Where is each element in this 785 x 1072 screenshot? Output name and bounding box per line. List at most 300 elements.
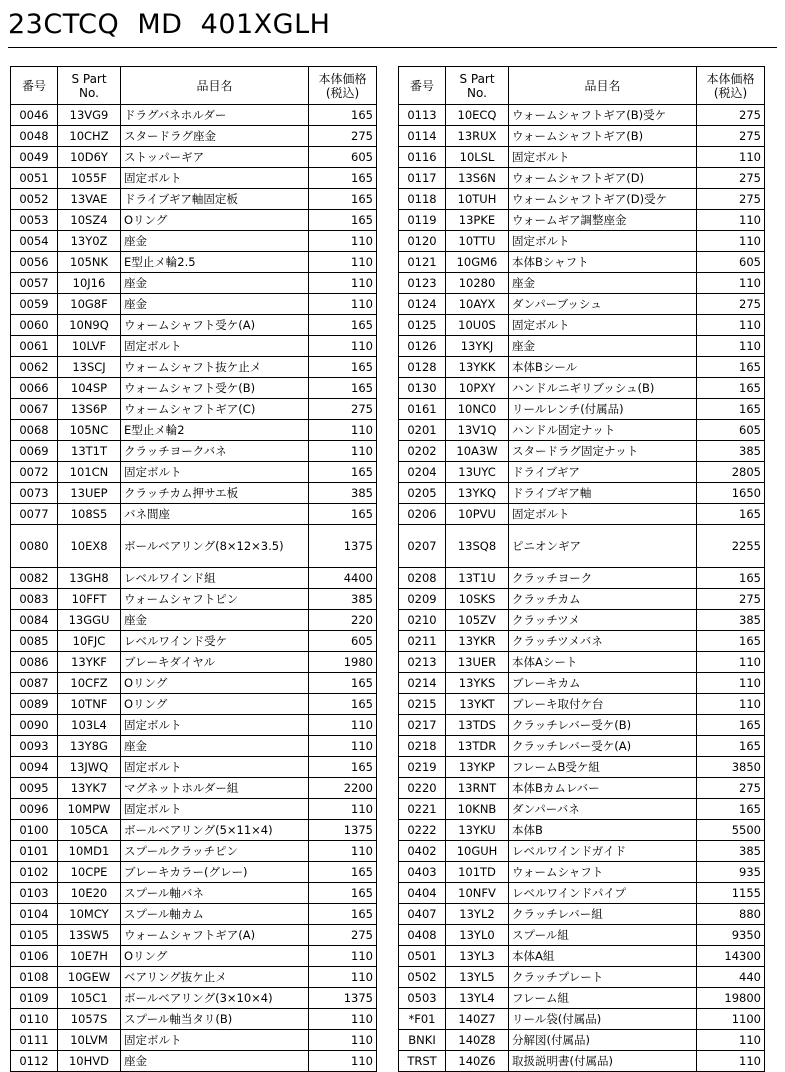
cell-part-no: 13VAE [58,189,121,210]
cell-item-name: ドライブギア [509,462,697,483]
cell-part-no: 13UYC [446,462,509,483]
cell-part-no: 13YL3 [446,946,509,967]
table-row [399,841,765,862]
cell-item-name: ウォームシャフトピン [121,589,309,610]
cell-number: 0124 [399,294,446,315]
cell-price: 275 [697,778,765,799]
cell-number: 0206 [399,504,446,525]
table-row [11,673,377,694]
cell-number: 0083 [11,589,58,610]
table-row [11,105,377,126]
table-row [11,462,377,483]
cell-price: 275 [697,168,765,189]
table-row [399,799,765,820]
table-row [11,778,377,799]
table-row [399,925,765,946]
cell-price: 110 [309,420,377,441]
cell-item-name: 座金 [509,273,697,294]
cell-number: 0407 [399,904,446,925]
cell-part-no: 108S5 [58,504,121,525]
cell-price: 110 [697,652,765,673]
cell-part-no: 140Z8 [446,1030,509,1051]
cell-number: 0085 [11,631,58,652]
cell-number: 0221 [399,799,446,820]
cell-part-no: 13GH8 [58,568,121,589]
table-row [11,378,377,399]
cell-part-no: 105NK [58,252,121,273]
cell-part-no: 10G8F [58,294,121,315]
cell-price: 165 [309,378,377,399]
cell-number: 0128 [399,357,446,378]
table-row [399,378,765,399]
cell-item-name: 固定ボルト [121,799,309,820]
cell-price: 110 [697,673,765,694]
table-row [399,210,765,231]
table-row [11,862,377,883]
cell-price: 110 [309,294,377,315]
cell-item-name: 固定ボルト [121,757,309,778]
cell-price: 110 [309,736,377,757]
cell-part-no: 10TUH [446,189,509,210]
table-row [11,631,377,652]
cell-number: 0049 [11,147,58,168]
cell-price: 165 [309,673,377,694]
header-number: 番号 [11,67,58,105]
cell-price: 605 [309,631,377,652]
cell-part-no: 13S6N [446,168,509,189]
cell-item-name: 座金 [121,294,309,315]
table-row [11,273,377,294]
cell-price: 880 [697,904,765,925]
table-row [399,126,765,147]
cell-part-no: 140Z7 [446,1009,509,1030]
cell-part-no: 101TD [446,862,509,883]
cell-price: 110 [697,273,765,294]
cell-price: 385 [697,841,765,862]
table-row [399,525,765,568]
table-row [399,610,765,631]
cell-item-name: 固定ボルト [121,462,309,483]
cell-item-name: クラッチプレート [509,967,697,988]
cell-part-no: 13Y8G [58,736,121,757]
cell-part-no: 1055F [58,168,121,189]
table-row [11,841,377,862]
cell-part-no: 13YKS [446,673,509,694]
cell-part-no: 10ECQ [446,105,509,126]
cell-price: 1375 [309,988,377,1009]
cell-price: 605 [697,252,765,273]
cell-price: 4400 [309,568,377,589]
cell-part-no: 13YKR [446,631,509,652]
cell-price: 165 [697,399,765,420]
cell-number: 0218 [399,736,446,757]
cell-part-no: 13JWQ [58,757,121,778]
cell-number: 0205 [399,483,446,504]
cell-item-name: E型止メ輪2 [121,420,309,441]
cell-part-no: 10FFT [58,589,121,610]
cell-item-name: 座金 [121,273,309,294]
cell-price: 165 [697,378,765,399]
cell-item-name: ブレーキカム [509,673,697,694]
cell-price: 5500 [697,820,765,841]
cell-item-name: 本体A組 [509,946,697,967]
cell-item-name: ダンパーバネ [509,799,697,820]
cell-price: 275 [697,294,765,315]
header-part-no: S Part No. [446,67,509,105]
cell-part-no: 13YL4 [446,988,509,1009]
cell-number: 0104 [11,904,58,925]
table-row [11,294,377,315]
table-row [399,252,765,273]
cell-price: 165 [697,357,765,378]
cell-number: 0217 [399,715,446,736]
cell-number: 0222 [399,820,446,841]
cell-number: 0208 [399,568,446,589]
cell-item-name: 固定ボルト [121,1030,309,1051]
cell-part-no: 10CPE [58,862,121,883]
cell-item-name: スタードラグ固定ナット [509,441,697,462]
cell-price: 275 [697,189,765,210]
cell-part-no: 105C1 [58,988,121,1009]
cell-item-name: ドライブギア軸 [509,483,697,504]
cell-price: 385 [697,610,765,631]
cell-price: 110 [309,799,377,820]
cell-part-no: 10E20 [58,883,121,904]
cell-part-no: 10NC0 [446,399,509,420]
cell-item-name: ハンドルニギリブッシュ(B) [509,378,697,399]
cell-part-no: 13TDR [446,736,509,757]
table-row [399,399,765,420]
cell-item-name: スプール組 [509,925,697,946]
cell-part-no: 13YKJ [446,336,509,357]
cell-number: 0213 [399,652,446,673]
cell-number: 0220 [399,778,446,799]
cell-price: 110 [309,441,377,462]
cell-number: 0048 [11,126,58,147]
cell-item-name: フレームB受ケ組 [509,757,697,778]
table-row [399,315,765,336]
cell-price: 385 [309,483,377,504]
cell-price: 110 [309,967,377,988]
cell-number: 0117 [399,168,446,189]
cell-number: 0106 [11,946,58,967]
cell-number: 0089 [11,694,58,715]
cell-price: 110 [697,315,765,336]
cell-part-no: 10N9Q [58,315,121,336]
cell-part-no: 140Z6 [446,1051,509,1072]
cell-item-name: ピニオンギア [509,525,697,568]
cell-part-no: 10LVM [58,1030,121,1051]
cell-part-no: 10TTU [446,231,509,252]
cell-number: 0087 [11,673,58,694]
cell-part-no: 10NFV [446,883,509,904]
cell-price: 220 [309,610,377,631]
cell-part-no: 13YK7 [58,778,121,799]
cell-price: 275 [309,126,377,147]
cell-price: 165 [309,462,377,483]
table-row [11,336,377,357]
header-item-name: 品目名 [509,67,697,105]
cell-number: 0062 [11,357,58,378]
table-row [11,694,377,715]
cell-part-no: 10PVU [446,504,509,525]
cell-part-no: 101CN [58,462,121,483]
table-row [399,736,765,757]
cell-item-name: ボールベアリング(5×11×4) [121,820,309,841]
table-row [399,988,765,1009]
cell-item-name: スプール軸カム [121,904,309,925]
cell-number: 0110 [11,1009,58,1030]
cell-item-name: クラッチツメバネ [509,631,697,652]
cell-price: 440 [697,967,765,988]
table-row [399,904,765,925]
table-row [11,231,377,252]
cell-number: 0077 [11,504,58,525]
table-header-row [399,67,765,105]
cell-item-name: ストッパーギア [121,147,309,168]
cell-number: 0053 [11,210,58,231]
table-row [11,652,377,673]
cell-item-name: 本体Bシャフト [509,252,697,273]
cell-price: 110 [697,694,765,715]
table-row [11,610,377,631]
cell-number: 0121 [399,252,446,273]
cell-price: 165 [309,883,377,904]
cell-item-name: ブレーキダイヤル [121,652,309,673]
cell-item-name: 固定ボルト [121,715,309,736]
cell-number: 0118 [399,189,446,210]
parts-table-left [10,66,377,1072]
cell-number: 0116 [399,147,446,168]
table-row [11,799,377,820]
cell-part-no: 13V1Q [446,420,509,441]
cell-item-name: ウォームシャフトギア(C) [121,399,309,420]
cell-part-no: 13SQ8 [446,525,509,568]
header-number: 番号 [399,67,446,105]
table-row [399,441,765,462]
parts-table-right-body [399,105,765,1072]
cell-part-no: 10280 [446,273,509,294]
cell-number: 0066 [11,378,58,399]
cell-item-name: スプール軸バネ [121,883,309,904]
cell-item-name: 固定ボルト [509,504,697,525]
cell-price: 19800 [697,988,765,1009]
cell-part-no: 1057S [58,1009,121,1030]
table-row [399,420,765,441]
cell-item-name: ウォームシャフトギア(B)受ケ [509,105,697,126]
cell-number: 0119 [399,210,446,231]
table-row [399,1051,765,1072]
table-row [399,504,765,525]
cell-item-name: クラッチレバー受ケ(A) [509,736,697,757]
cell-part-no: 13SW5 [58,925,121,946]
cell-item-name: 座金 [509,336,697,357]
cell-part-no: 13UER [446,652,509,673]
cell-part-no: 13SCJ [58,357,121,378]
table-row [399,778,765,799]
cell-item-name: スプール軸当タリ(B) [121,1009,309,1030]
table-row [11,1030,377,1051]
cell-number: 0060 [11,315,58,336]
cell-item-name: ボールベアリング(8×12×3.5) [121,525,309,568]
cell-price: 165 [309,168,377,189]
cell-item-name: ウォームシャフト受ケ(A) [121,315,309,336]
cell-part-no: 13YKK [446,357,509,378]
cell-number: 0082 [11,568,58,589]
table-row [399,589,765,610]
cell-part-no: 104SP [58,378,121,399]
table-row [399,273,765,294]
cell-price: 275 [697,105,765,126]
cell-price: 110 [309,946,377,967]
cell-price: 110 [309,1009,377,1030]
cell-item-name: 分解図(付属品) [509,1030,697,1051]
table-row [11,1009,377,1030]
cell-part-no: 13S6P [58,399,121,420]
cell-price: 165 [697,799,765,820]
parts-table-right [398,66,765,1072]
cell-item-name: スタードラグ座金 [121,126,309,147]
cell-price: 110 [309,715,377,736]
cell-part-no: 10E7H [58,946,121,967]
cell-number: 0080 [11,525,58,568]
cell-number: 0112 [11,1051,58,1072]
cell-number: 0161 [399,399,446,420]
cell-item-name: クラッチツメ [509,610,697,631]
cell-item-name: Oリング [121,673,309,694]
parts-table-left-body [11,105,377,1072]
table-row [11,147,377,168]
cell-number: 0056 [11,252,58,273]
table-row [399,757,765,778]
table-row [11,715,377,736]
cell-price: 1100 [697,1009,765,1030]
cell-item-name: 本体B [509,820,697,841]
cell-part-no: 13RUX [446,126,509,147]
cell-item-name: ウォームシャフトギア(B) [509,126,697,147]
cell-part-no: 10KNB [446,799,509,820]
cell-price: 2805 [697,462,765,483]
cell-number: 0084 [11,610,58,631]
cell-number: 0404 [399,883,446,904]
cell-item-name: ドラグバネホルダー [121,105,309,126]
cell-number: 0086 [11,652,58,673]
table-row [11,252,377,273]
cell-part-no: 13YKP [446,757,509,778]
table-row [399,631,765,652]
cell-price: 110 [697,336,765,357]
cell-price: 275 [309,399,377,420]
cell-part-no: 10U0S [446,315,509,336]
cell-item-name: リールレンチ(付属品) [509,399,697,420]
cell-price: 110 [309,273,377,294]
cell-item-name: 固定ボルト [509,315,697,336]
table-row [399,147,765,168]
cell-item-name: レベルワインドパイプ [509,883,697,904]
cell-part-no: 13YKU [446,820,509,841]
cell-price: 110 [697,1051,765,1072]
cell-part-no: 13YL2 [446,904,509,925]
cell-price: 1375 [309,820,377,841]
cell-price: 165 [309,504,377,525]
cell-item-name: クラッチカム押サエ板 [121,483,309,504]
table-row [11,210,377,231]
cell-price: 165 [697,631,765,652]
cell-part-no: 13PKE [446,210,509,231]
cell-item-name: 座金 [121,736,309,757]
cell-price: 110 [697,231,765,252]
cell-part-no: 10LVF [58,336,121,357]
cell-item-name: ウォームシャフトギア(A) [121,925,309,946]
cell-item-name: 取扱説明書(付属品) [509,1051,697,1072]
cell-number: 0103 [11,883,58,904]
table-row [11,504,377,525]
cell-part-no: 10D6Y [58,147,121,168]
cell-number: 0100 [11,820,58,841]
cell-part-no: 13UEP [58,483,121,504]
cell-number: 0072 [11,462,58,483]
table-row [11,357,377,378]
cell-part-no: 13TDS [446,715,509,736]
cell-item-name: クラッチヨーク [509,568,697,589]
cell-number: 0096 [11,799,58,820]
cell-number: 0126 [399,336,446,357]
cell-part-no: 10EX8 [58,525,121,568]
table-row [11,189,377,210]
cell-price: 14300 [697,946,765,967]
cell-price: 165 [309,357,377,378]
cell-number: 0503 [399,988,446,1009]
cell-number: 0113 [399,105,446,126]
page-title: 23CTCQ MD 401XGLH [8,9,331,40]
table-row [11,568,377,589]
cell-price: 1155 [697,883,765,904]
cell-item-name: 本体Aシート [509,652,697,673]
table-row [11,967,377,988]
cell-price: 110 [309,252,377,273]
cell-price: 165 [697,568,765,589]
cell-part-no: 103L4 [58,715,121,736]
cell-price: 275 [309,925,377,946]
cell-item-name: 座金 [121,231,309,252]
cell-price: 110 [697,210,765,231]
cell-number: 0114 [399,126,446,147]
table-row [399,336,765,357]
cell-price: 110 [697,147,765,168]
cell-price: 3850 [697,757,765,778]
table-row [399,568,765,589]
header-part-no: S Part No. [58,67,121,105]
cell-item-name: ドライブギア軸固定板 [121,189,309,210]
table-row [399,694,765,715]
cell-item-name: Oリング [121,210,309,231]
cell-price: 110 [697,1030,765,1051]
cell-number: 0069 [11,441,58,462]
cell-item-name: 固定ボルト [121,168,309,189]
cell-price: 110 [309,1051,377,1072]
cell-number: 0090 [11,715,58,736]
cell-part-no: 10MPW [58,799,121,820]
cell-number: 0211 [399,631,446,652]
table-row [11,757,377,778]
table-row [399,189,765,210]
table-row [399,820,765,841]
cell-part-no: 13T1T [58,441,121,462]
cell-number: 0057 [11,273,58,294]
table-row [399,862,765,883]
cell-part-no: 10GUH [446,841,509,862]
table-row [11,126,377,147]
